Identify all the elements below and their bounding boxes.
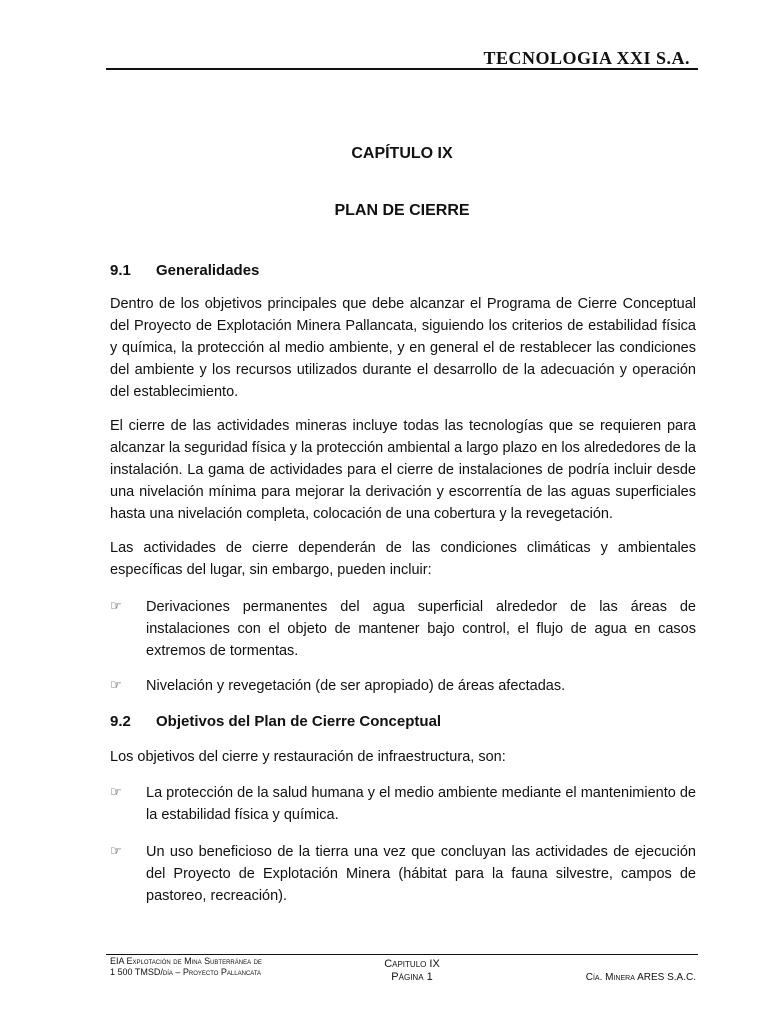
footer-company: Cía. Minera ARES S.A.C. bbox=[585, 972, 696, 983]
footer-chapter: Capitulo IX bbox=[384, 958, 440, 970]
company-header: TECNOLOGIA XXI S.A. bbox=[483, 48, 690, 68]
bullet-item bbox=[110, 841, 696, 907]
plan-title: PLAN DE CIERRE bbox=[334, 202, 470, 219]
pointing-hand-icon: ☞ bbox=[110, 785, 122, 800]
section-title: Objetivos del Plan de Cierre Conceptual bbox=[156, 713, 442, 730]
paragraph: Los objetivos del cierre y restauración de infraestructura, son: bbox=[110, 749, 506, 765]
paragraph: El cierre de las actividades mineras incluye todas las tecnologías que se requieren para alcanzar la seguridad física y la protección ambiental a largo plazo en los alrededores de la instalación. La gama de actividades para el cierre de instalaciones de podría incluir desde una nivelación mínima para mejorar la derivación y escorrentía de las aguas superficiales hasta una nivelación completa, colocación de una cobertura y la revegetación. bbox=[110, 418, 696, 522]
bullet-item bbox=[110, 675, 696, 697]
bullet-text: Derivaciones permanentes del agua superficial alrededor de las áreas de instalaciones con el objeto de mantener bajo control, el flujo de agua en casos extremos de tormentas. bbox=[146, 599, 696, 659]
footer-page-info bbox=[372, 958, 452, 984]
section-heading-9-2 bbox=[110, 713, 441, 730]
header-divider bbox=[106, 68, 698, 70]
section-number: 9.2 bbox=[110, 713, 131, 730]
footer-left-line: 1 500 TMSD/día – Proyecto Pallancata bbox=[110, 967, 262, 977]
section-heading-9-1 bbox=[110, 262, 259, 279]
paragraph: Dentro de los objetivos principales que debe alcanzar el Programa de Cierre Conceptual del Proyecto de Explotación Minera Pallancata, siguiendo los criterios de estabilidad física y química, la protección al medio ambiente, y en general el de restablecer las condiciones del ambiente y los recursos utilizados durante el desarrollo de la adecuación y operación del establecimiento. bbox=[110, 296, 696, 400]
chapter-title: CAPÍTULO IX bbox=[351, 145, 453, 162]
paragraph: Las actividades de cierre dependerán de las condiciones climáticas y ambientales específicas del lugar, sin embargo, pueden incluir: bbox=[110, 540, 696, 578]
pointing-hand-icon: ☞ bbox=[110, 844, 122, 859]
footer-divider bbox=[106, 954, 698, 955]
section-title: Generalidades bbox=[156, 262, 260, 279]
footer-page-number: Página 1 bbox=[391, 971, 433, 983]
bullet-text: La protección de la salud humana y el medio ambiente mediante el mantenimiento de la estabilidad física y química. bbox=[146, 785, 696, 823]
footer-left-line: EIA Explotación de Mina Subterránea de bbox=[110, 956, 262, 966]
section-number: 9.1 bbox=[110, 262, 131, 279]
footer-document-title bbox=[110, 956, 262, 978]
bullet-item bbox=[110, 782, 696, 826]
bullet-item bbox=[110, 596, 696, 662]
bullet-text: Un uso beneficioso de la tierra una vez que concluyan las actividades de ejecución del Proyecto de Explotación Minera (hábitat para la fauna silvestre, campos de pastoreo, recreación). bbox=[146, 844, 696, 904]
pointing-hand-icon: ☞ bbox=[110, 678, 122, 693]
bullet-text: Nivelación y revegetación (de ser apropiado) de áreas afectadas. bbox=[146, 678, 566, 694]
pointing-hand-icon: ☞ bbox=[110, 599, 122, 614]
